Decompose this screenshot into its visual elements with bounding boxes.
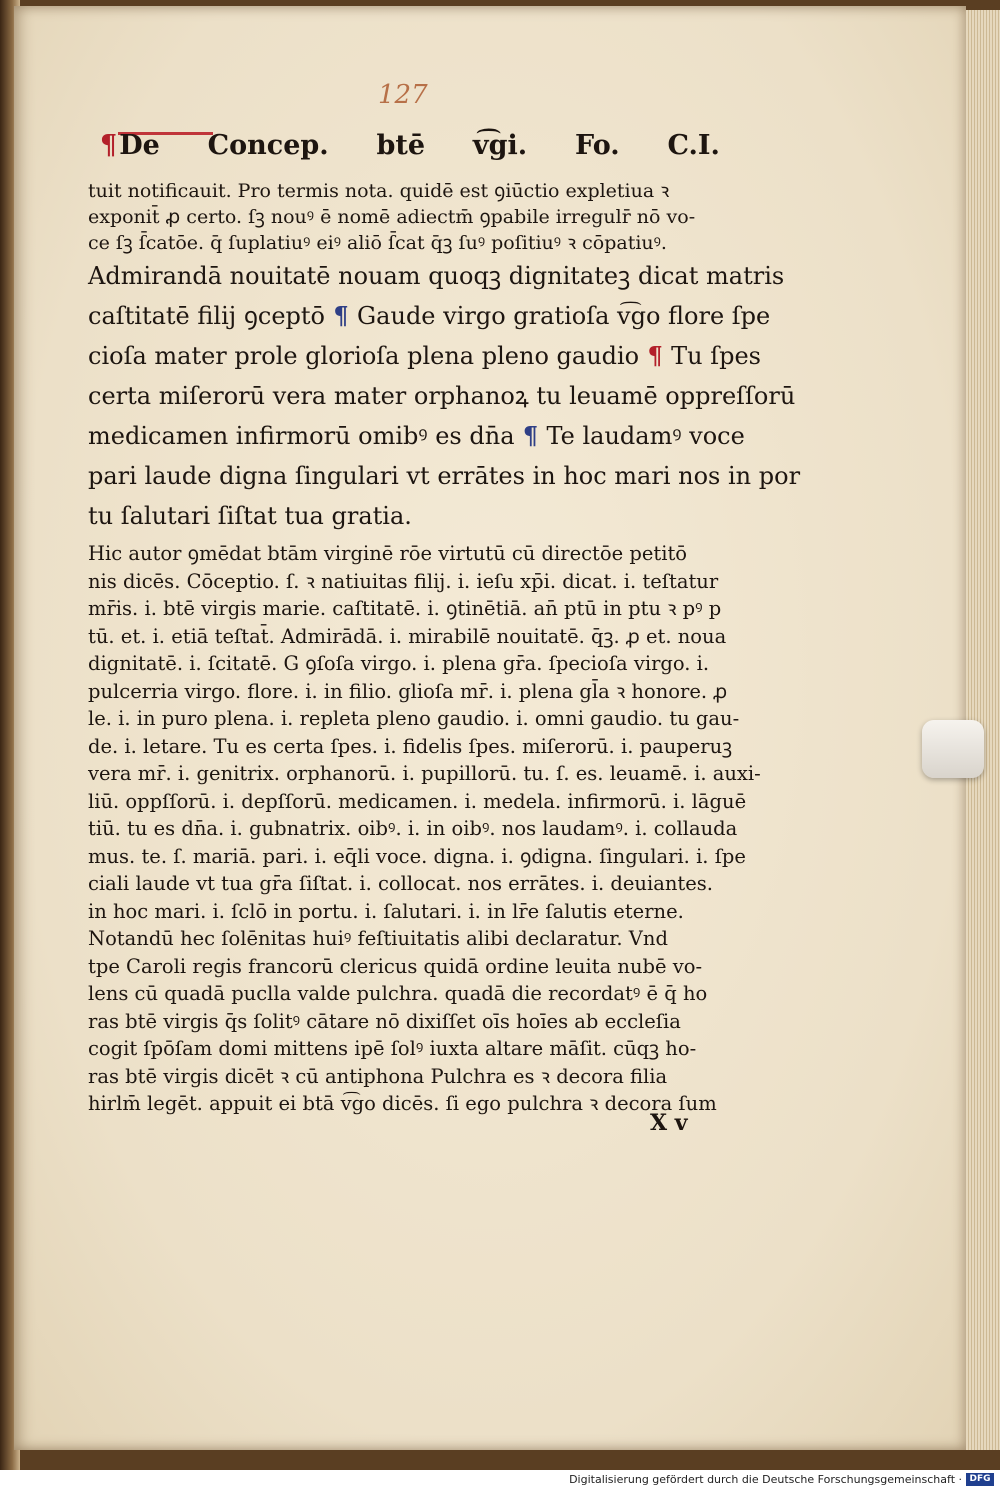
hymn-line [88,296,771,336]
hymn-line [88,456,801,496]
headline-word: v͡gi. [472,130,528,161]
hymn-line [88,204,768,230]
headline-word: C.I. [667,130,720,161]
commentary-line: hirlm̄ legēt. appuit ei btā v͡go dicēs. ſi ego pulchra ꝛ decora ſum [88,1092,717,1115]
commentary-line: cogit ſpōſam domi mittens ipē ſolꝰ iuxta altare māſit. cūqꝫ ho- [88,1037,697,1060]
headline-word: Fo. [575,130,620,161]
hymn-line-text: medicamen infirmorū omibꝰ es dn̄a [88,422,515,450]
commentary-line: tiū. tu es dn̄a. i. gubnatrix. oibꝰ. i. in oibꝰ. nos laudamꝰ. i. collauda [88,817,738,840]
pilcrow-icon: ¶ [639,341,672,370]
hymn-line-text: cioſa mater prole glorioſa plena pleno gaudio [88,342,640,370]
hymn-line-text: Admirandā nouitatē nouam quoqꝫ dignitateꝫ dicat matris [88,262,785,290]
hymn-line [88,496,768,536]
hymn-line-text: caſtitatē filij ꝯceptō [88,302,326,330]
hymn-line [88,256,785,296]
hymn-line [88,178,768,204]
hymn-line [88,376,796,416]
hymn-line-text: tuit notificauit. Pro termis nota. quidē est ꝯiūctio expletiua ꝛ [88,180,670,202]
hymn-line-text: ce ſꝫ ſ̄catōe. q̄ ſuplatiuꝰ eiꝰ aliō ſ̄cat q̄ꝫ ſuꝰ poſitiuꝰ ꝛ cōpatiuꝰ. [88,232,667,254]
signature-mark: X v [650,1110,688,1136]
running-headline [100,130,720,161]
hymn-line-text: tu ſalutari ſiſtat tua gratia. [88,502,412,530]
commentary-line: Hic autor ꝯmēdat btām virginē rōe virtutū cū directōe petitō [88,542,688,565]
dfg-logo: DFG [966,1473,994,1486]
commentary-line: le. i. in puro plena. i. repleta pleno gaudio. i. omni gaudio. tu gau- [88,707,740,730]
hymn-line [88,230,768,256]
funding-credit: Digitalisierung gefördert durch die Deutsche Forschungsgemeinschaft · [569,1473,962,1486]
commentary-line: ras btē virgis q̄s ſolitꝰ cātare nō dixiſſet oīs hoīes ab eccleſia [88,1009,681,1033]
commentary-line: de. i. letare. Tu es certa ſpes. i. fidelis ſpes. miſerorū. i. pauperuꝫ [88,734,733,758]
hymn-line-text: Tu ſpes [671,342,761,370]
handwritten-folio-number: 127 [378,80,428,110]
hymn-line-text: Gaude virgo gratioſa v͡go flore ſpe [357,302,771,330]
headline-word: btē [376,130,426,161]
commentary-line: ras btē virgis dicēt ꝛ cū antiphona Pulchra es ꝛ decora filia [88,1064,668,1088]
commentary-line: vera mr̄. i. genitrix. orphanorū. i. pupillorū. tu. ſ. es. leuamē. i. auxi- [88,762,761,785]
hymn-line [88,416,768,456]
commentary-line: mus. te. ſ. mariā. pari. i. eq̄li voce. digna. i. ꝯdigna. ſingulari. i. ſpe [88,844,746,868]
commentary-line: lens cū quadā puclla valde pulchra. quadā die recordatꝰ ē q̄ ho [88,982,708,1005]
footer-bar [0,1470,1000,1490]
commentary-line: liū. oppſſorū. i. depſſorū. medicamen. i. medela. infirmorū. i. lāguē [88,789,747,813]
hymn-text-block [88,178,801,536]
commentary-line: ciali laude vt tua gr̄a ſiſtat. i. collocat. nos errātes. i. deuiantes. [88,872,713,895]
commentary-text-block [88,540,768,1118]
pilcrow-icon: ¶ [514,421,547,450]
hymn-line-text: pari laude digna ſingulari vt errātes in hoc mari nos in por [88,462,801,490]
hymn-line [88,336,768,376]
hymn-line-text: certa miſerorū vera mater orphanoꝝ tu leuamē oppreſſorū [88,382,796,410]
headline-word: ¶De [100,130,160,161]
commentary-line: mr̄is. i. btē virgis marie. caſtitatē. i. ꝯtinētiā. an̄ ptū in ptu ꝛ pꝰ p [88,597,722,620]
hymn-line-text: exponit̄ ꝓ certo. ſꝫ nouꝰ ē nomē adiectm̄ ꝯpabile irregulr̄ nō vo- [88,206,696,228]
commentary-line: pulcerria virgo. flore. i. in filio. glioſa mr̄. i. plena gl̄a ꝛ honore. ꝓ [88,679,728,703]
page-clip [922,720,984,778]
commentary-line: Notandū hec ſolēnitas huiꝰ feſtiuitatis alibi declaratur. Vnd [88,927,668,950]
commentary-line: nis dicēs. Cōceptio. ſ. ꝛ natiuitas filij. i. ieſu xp̄i. dicat. i. teſtatur [88,569,719,593]
hymn-line-text: Te laudamꝰ voce [546,422,745,450]
commentary-line: tpe Caroli regis francorū clericus quidā ordine leuita nubē vo- [88,954,703,978]
headline-word: Concep. [207,130,329,161]
commentary-line: in hoc mari. i. ſclō in portu. i. ſalutari. i. in lr̄e ſalutis eterne. [88,899,684,923]
commentary-line: tū. et. i. etiā teſtat̄. Admirādā. i. mirabilē nouitatē. q̄ꝫ. ꝓ et. noua [88,624,727,648]
commentary-line: dignitatē. i. ſcitatē. G ꝯſoſa virgo. i. plena gr̄a. ſpecioſa virgo. i. [88,652,710,675]
pilcrow-icon: ¶ [325,301,357,330]
pilcrow-icon: ¶ [100,130,118,161]
